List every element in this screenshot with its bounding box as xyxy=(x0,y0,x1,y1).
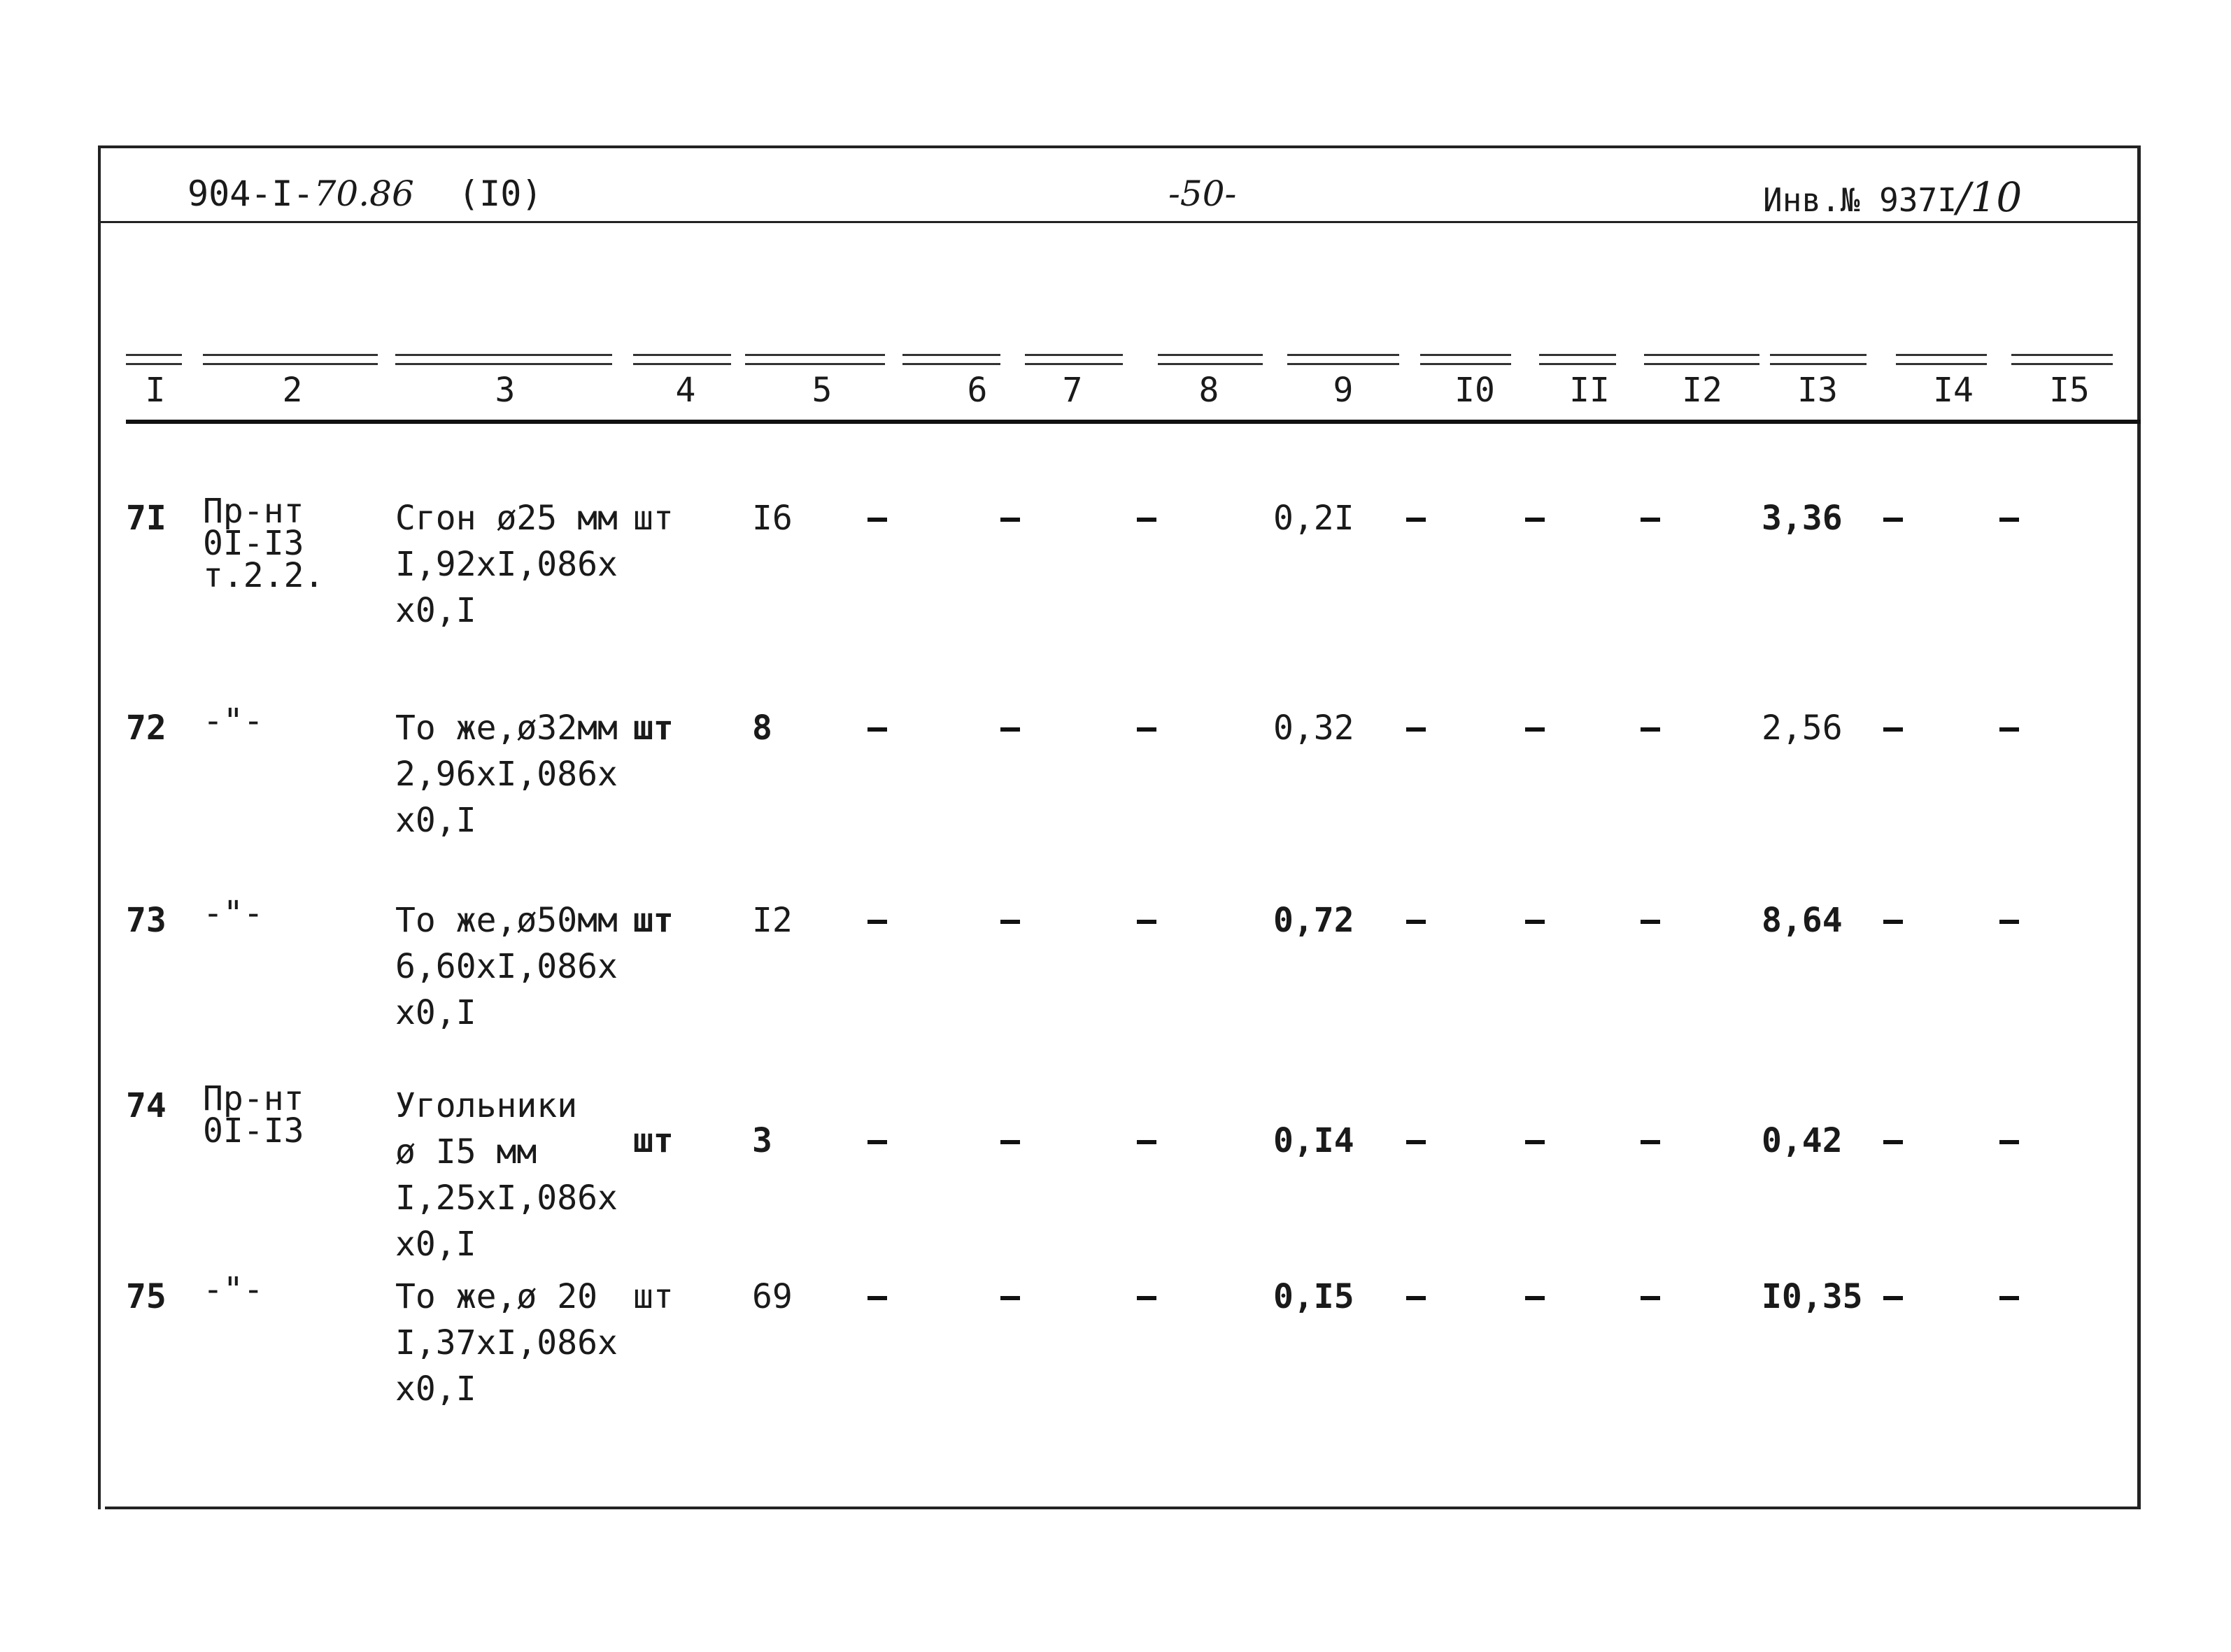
row-col9-value: 0,72 xyxy=(1273,901,1354,940)
column-header-double-rule xyxy=(1287,354,1399,365)
column-header-double-rule xyxy=(633,354,731,365)
reference-line: -"- xyxy=(203,1270,264,1309)
empty-cell-dash xyxy=(1641,727,1660,732)
empty-cell-dash xyxy=(1883,1296,1903,1300)
row-col9-value: 0,2I xyxy=(1273,499,1354,538)
row-quantity: 8 xyxy=(752,708,772,748)
row-description xyxy=(395,1274,618,1412)
column-number: 7 xyxy=(1062,371,1083,410)
row-unit: шт xyxy=(633,1121,674,1160)
description-line: ø I5 мм xyxy=(395,1132,537,1172)
row-description xyxy=(395,705,618,843)
frame-left-line xyxy=(98,145,101,1509)
row-col13-value: 0,42 xyxy=(1762,1121,1843,1160)
empty-cell-dash xyxy=(1137,1296,1156,1300)
column-number: 3 xyxy=(495,371,516,410)
row-reference xyxy=(203,894,264,933)
empty-cell-dash xyxy=(1000,920,1020,924)
column-number: 8 xyxy=(1198,371,1219,410)
column-header-double-rule xyxy=(902,354,1000,365)
empty-cell-dash xyxy=(1406,920,1426,924)
row-number: 75 xyxy=(126,1277,167,1316)
empty-cell-dash xyxy=(867,727,887,732)
empty-cell-dash xyxy=(1999,518,2019,522)
column-number: I3 xyxy=(1797,371,1838,410)
description-line: x0,I xyxy=(395,801,476,840)
empty-cell-dash xyxy=(1525,518,1545,522)
reference-line: -"- xyxy=(203,894,264,933)
empty-cell-dash xyxy=(1406,518,1426,522)
row-number: 74 xyxy=(126,1086,167,1125)
column-number: 5 xyxy=(812,371,833,410)
empty-cell-dash xyxy=(1525,1140,1545,1144)
empty-cell-dash xyxy=(1137,727,1156,732)
reference-line: Пр-нт xyxy=(203,492,304,531)
page-number: -50- xyxy=(1168,173,1237,214)
column-number: 6 xyxy=(967,371,988,410)
column-header-double-rule xyxy=(1644,354,1759,365)
row-quantity: I6 xyxy=(752,499,793,538)
row-quantity: 3 xyxy=(752,1121,772,1160)
row-quantity: I2 xyxy=(752,901,793,940)
empty-cell-dash xyxy=(1525,1296,1545,1300)
row-col13-value: 2,56 xyxy=(1762,708,1843,748)
row-unit: шт xyxy=(633,708,674,748)
row-reference xyxy=(203,702,264,741)
row-col13-value: I0,35 xyxy=(1762,1277,1863,1316)
empty-cell-dash xyxy=(1000,727,1020,732)
empty-cell-dash xyxy=(867,1140,887,1144)
empty-cell-dash xyxy=(1137,518,1156,522)
row-col13-value: 8,64 xyxy=(1762,901,1843,940)
reference-line: 0I-I3 xyxy=(203,524,304,563)
row-number: 73 xyxy=(126,901,167,940)
empty-cell-dash xyxy=(867,518,887,522)
row-number: 72 xyxy=(126,708,167,748)
inventory-label: Инв.№ 937I xyxy=(1763,181,1957,219)
description-line: То же,ø50мм xyxy=(395,901,618,940)
empty-cell-dash xyxy=(1137,920,1156,924)
column-number: I5 xyxy=(2049,371,2090,410)
row-number: 7I xyxy=(126,499,167,538)
column-number: I4 xyxy=(1933,371,1974,410)
empty-cell-dash xyxy=(1999,727,2019,732)
empty-cell-dash xyxy=(1000,1296,1020,1300)
inventory-sheet-handwritten: /10 xyxy=(1956,173,2023,221)
empty-cell-dash xyxy=(1883,727,1903,732)
empty-cell-dash xyxy=(1406,1296,1426,1300)
empty-cell-dash xyxy=(1406,727,1426,732)
row-unit: шт xyxy=(633,1277,674,1316)
reference-line: Пр-нт xyxy=(203,1079,304,1118)
reference-line: 0I-I3 xyxy=(203,1111,304,1151)
description-line: I,37xI,086x xyxy=(395,1323,618,1362)
column-header-rule xyxy=(126,420,2141,424)
document-sheet xyxy=(98,145,2141,1509)
row-col13-value: 3,36 xyxy=(1762,499,1843,538)
empty-cell-dash xyxy=(1000,518,1020,522)
row-reference xyxy=(203,492,325,595)
description-line: I,92xI,086x xyxy=(395,545,618,584)
column-number: I0 xyxy=(1454,371,1495,410)
frame-top-line xyxy=(98,145,2141,148)
column-header-double-rule xyxy=(745,354,885,365)
column-number: II xyxy=(1569,371,1610,410)
column-header-double-rule xyxy=(1539,354,1616,365)
description-line: x0,I xyxy=(395,591,476,630)
empty-cell-dash xyxy=(1999,1140,2019,1144)
empty-cell-dash xyxy=(1999,920,2019,924)
document-code xyxy=(187,173,414,214)
row-reference xyxy=(203,1079,304,1151)
row-description xyxy=(395,897,618,1036)
description-line: 6,60xI,086x xyxy=(395,947,618,986)
column-header-double-rule xyxy=(1158,354,1263,365)
column-header-double-rule xyxy=(1770,354,1867,365)
column-header-double-rule xyxy=(2011,354,2113,365)
column-number: I xyxy=(145,371,166,410)
frame-bottom-line xyxy=(105,1507,2141,1509)
row-description xyxy=(395,495,618,634)
description-line: x0,I xyxy=(395,993,476,1032)
empty-cell-dash xyxy=(1641,518,1660,522)
description-line: x0,I xyxy=(395,1369,476,1409)
column-header-double-rule xyxy=(1420,354,1511,365)
empty-cell-dash xyxy=(1883,1140,1903,1144)
column-number: 9 xyxy=(1333,371,1354,410)
column-header-double-rule xyxy=(126,354,182,365)
column-number: I2 xyxy=(1682,371,1722,410)
document-code-printed: 904-I- xyxy=(187,173,314,214)
column-header-double-rule xyxy=(395,354,612,365)
row-unit: шт xyxy=(633,901,674,940)
empty-cell-dash xyxy=(1883,920,1903,924)
empty-cell-dash xyxy=(1406,1140,1426,1144)
description-line: x0,I xyxy=(395,1225,476,1264)
document-code-handwritten: 70.86 xyxy=(313,173,414,214)
description-line: Сгон ø25 мм xyxy=(395,499,618,538)
description-line: То же,ø32мм xyxy=(395,708,618,748)
description-line: 2,96xI,086x xyxy=(395,755,618,794)
empty-cell-dash xyxy=(1641,920,1660,924)
description-line: То же,ø 20 xyxy=(395,1277,597,1316)
empty-cell-dash xyxy=(1137,1140,1156,1144)
empty-cell-dash xyxy=(867,1296,887,1300)
empty-cell-dash xyxy=(1883,518,1903,522)
reference-line: -"- xyxy=(203,702,264,741)
empty-cell-dash xyxy=(1525,920,1545,924)
row-quantity: 69 xyxy=(752,1277,793,1316)
column-number: 2 xyxy=(282,371,303,410)
empty-cell-dash xyxy=(867,920,887,924)
column-header-double-rule xyxy=(203,354,378,365)
row-description xyxy=(395,1083,618,1267)
row-col9-value: 0,I4 xyxy=(1273,1121,1354,1160)
empty-cell-dash xyxy=(1641,1140,1660,1144)
row-col9-value: 0,32 xyxy=(1273,708,1354,748)
empty-cell-dash xyxy=(1000,1140,1020,1144)
frame-right-line xyxy=(2137,145,2141,1509)
document-suffix: (I0) xyxy=(458,173,543,214)
row-col9-value: 0,I5 xyxy=(1273,1277,1354,1316)
header-rule xyxy=(98,221,2141,223)
description-line: Угольники xyxy=(395,1086,578,1125)
row-unit: шт xyxy=(633,499,674,538)
row-reference xyxy=(203,1270,264,1309)
reference-line: т.2.2. xyxy=(203,556,325,595)
empty-cell-dash xyxy=(1525,727,1545,732)
column-number: 4 xyxy=(675,371,696,410)
column-header-double-rule xyxy=(1896,354,1987,365)
description-line: I,25xI,086x xyxy=(395,1179,618,1218)
empty-cell-dash xyxy=(1999,1296,2019,1300)
inventory-number xyxy=(1763,173,2022,221)
empty-cell-dash xyxy=(1641,1296,1660,1300)
column-header-double-rule xyxy=(1025,354,1123,365)
